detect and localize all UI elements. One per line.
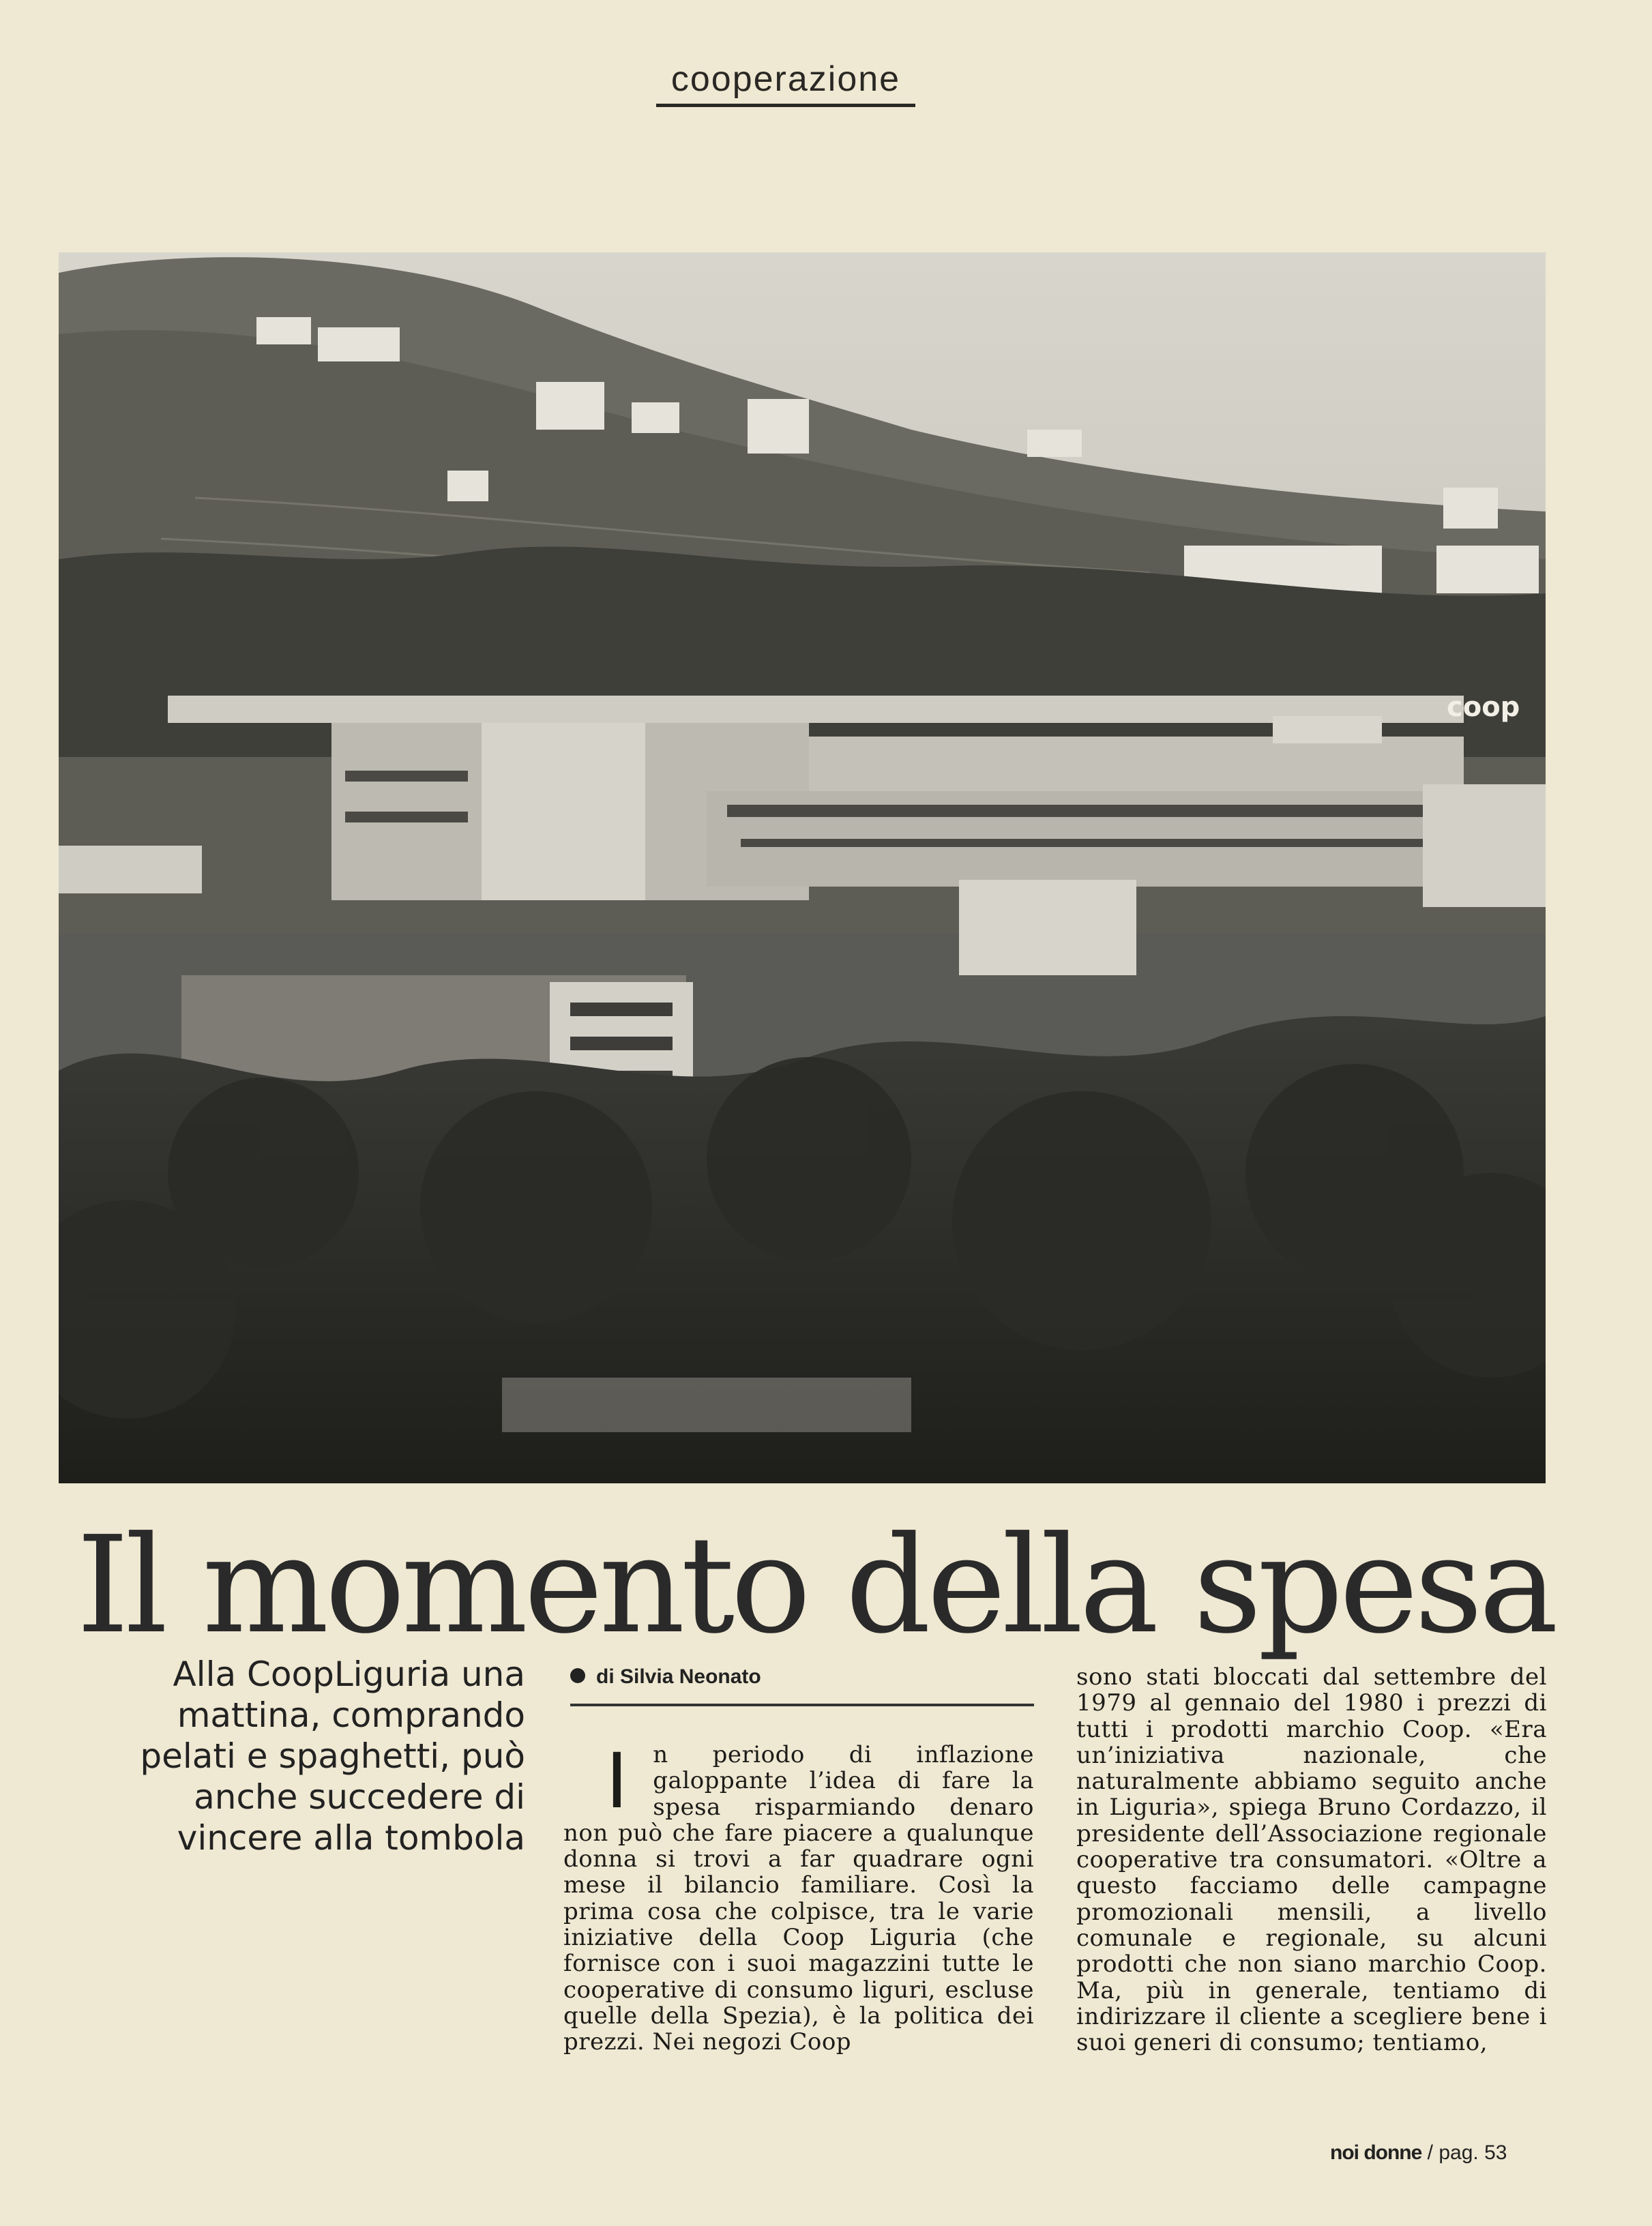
magazine-name: noi donne bbox=[1330, 2141, 1422, 2164]
coop-sign: coop bbox=[1447, 692, 1520, 723]
column-1-text: n periodo di inflazione galoppante l’idea di fare la spesa risparmiando denaro non può che fare piacere a qualunque donna si trovi a far quadrare ogni mese il bilancio familiare. Così la prima cosa che colpisce, tra le varie iniziative della Coop Liguria (che fornisce con i suoi magazzini tutte le cooperative di consumo liguri, escluse quelle della Spezia), è la politica dei prezzi. Nei negozi Coop bbox=[563, 1741, 1034, 2056]
bullet-icon bbox=[570, 1668, 585, 1683]
article-column-1 bbox=[563, 1735, 1034, 2056]
article-column-2: sono stati bloccati dal settembre del 1979 al gennaio del 1980 i prezzi di tutti i prodotti marchio Coop. «Era un’iniziativa nazionale, che naturalmente abbiamo seguito anche in Liguria», spiega Bruno Cordazzo, il presidente dell’Associazione regionale cooperative tra consumatori. «Oltre a questo facciamo delle campagne promozionali mensili, a livello comunale e regionale, su alcuni prodotti che non siano marchio Coop. Ma, più in generale, tentiamo di indirizzare il cliente a scegliere bene i suoi generi di consumo; tentiamo, bbox=[1076, 1663, 1547, 2057]
page-label: pag. bbox=[1439, 2141, 1479, 2164]
byline-text: di Silvia Neonato bbox=[596, 1665, 761, 1688]
article-subhead: Alla CoopLiguria una mattina, comprando pelati e spaghetti, può anche succedere di vincere alla tombola bbox=[140, 1654, 525, 1858]
footer-separator: / bbox=[1427, 2141, 1433, 2164]
section-label: cooperazione bbox=[656, 59, 915, 107]
dropcap: I bbox=[606, 1735, 629, 1825]
coop-warehouse-photo bbox=[59, 252, 1546, 1483]
page-number: 53 bbox=[1484, 2141, 1507, 2164]
road-glimpse bbox=[502, 1378, 911, 1432]
page-footer bbox=[1330, 2141, 1548, 2165]
article-headline: Il momento della spesa bbox=[76, 1508, 1554, 1663]
article-photo bbox=[59, 252, 1546, 1483]
byline bbox=[570, 1665, 1034, 1706]
